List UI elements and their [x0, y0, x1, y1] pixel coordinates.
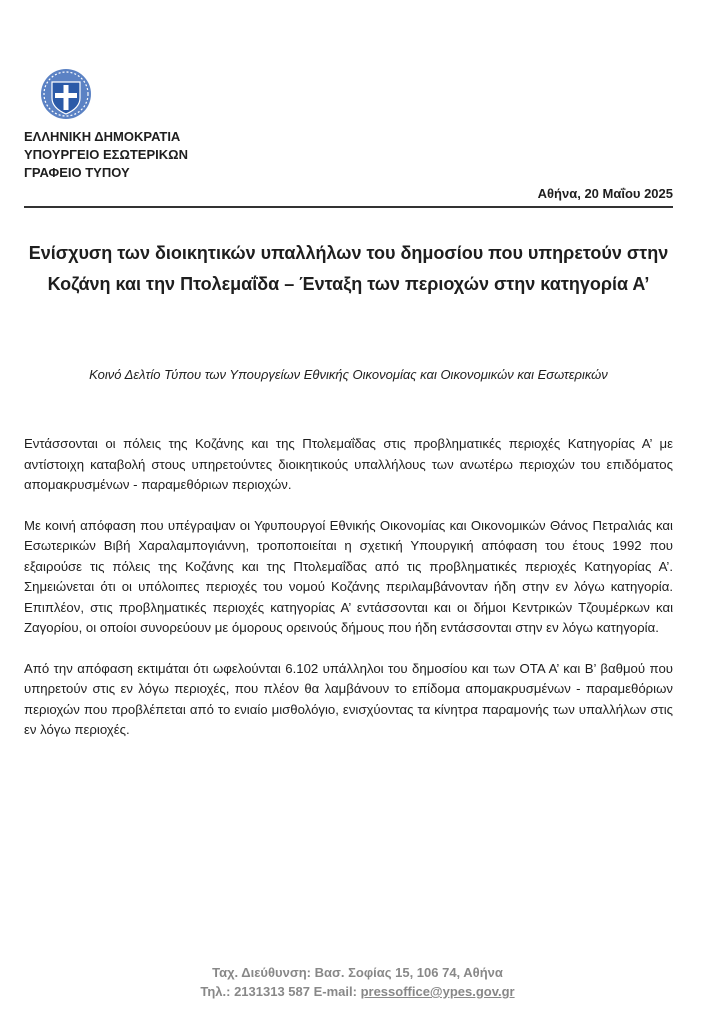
email-link[interactable]: pressoffice@ypes.gov.gr — [360, 984, 515, 999]
page-subtitle: Κοινό Δελτίο Τύπου των Υπουργείων Εθνικής Οικονομίας και Οικονομικών και Εσωτερικών — [89, 367, 608, 382]
press-date: Αθήνα, 20 Μαΐου 2025 — [537, 186, 673, 201]
footer-phone-line — [0, 982, 715, 1001]
org-country: ΕΛΛΗΝΙΚΗ ΔΗΜΟΚΡΑΤΙΑ — [24, 129, 181, 144]
footer-contact — [0, 963, 715, 1001]
press-release-body — [24, 434, 673, 761]
paragraph: Από την απόφαση εκτιμάται ότι ωφελούνται 6.102 υπάλληλοι του δημοσίου και των ΟΤΑ Α’ και Β’ βαθμού που υπηρετούν στις εν λόγω περιοχές, που πλέον θα λαμβάνουν το επίδομα απομακρυσμένων - παραμεθόριων περιοχών που προβλέπεται από το ενιαίο μισθολόγιο, ενισχύοντας τα κίνητρα παραμονής των υπαλλήλων στις εν λόγω περιοχές. — [24, 660, 673, 737]
page-title: Ενίσχυση των διοικητικών υπαλλήλων του δημοσίου που υπηρετούν στην Κοζάνη και την Πτολεμαΐδα – Ένταξη των περιοχών στην κατηγορία Α’ — [28, 243, 669, 294]
header-divider — [24, 206, 673, 208]
org-office: ΓΡΑΦΕΙΟ ΤΥΠΟΥ — [24, 165, 130, 180]
paragraph: Με κοινή απόφαση που υπέγραψαν οι Υφυπουργοί Εθνικής Οικονομίας και Οικονομικών Θάνος Πετραλιάς και Εσωτερικών Βιβή Χαραλαμπογιάννη, τροποποιείται η σχετική Υπουργική απόφαση του έτους 1992 που εξαιρούσε τις πόλεις της Κοζάνης και της Πτολεμαΐδας από τις προβληματικές περιοχές Κατηγορίας Α’. Σημειώνεται ότι οι υπόλοιπες περιοχές του νομού Κοζάνης περιλαμβάνονταν ήδη στην εν λόγω κατηγορία. Επιπλέον, στις προβληματικές περιοχές κατηγορίας Α’ εντάσσονται και οι δήμοι Κεντρικών Τζουμέρκων και Ζαγορίου, οι οποίοι συνορεύουν με όμορους ορεινούς δήμους που ήδη εντάσσονται στην εν λόγω κατηγορία. — [24, 517, 673, 635]
greek-coat-of-arms-icon — [40, 68, 92, 120]
paragraph: Εντάσσονται οι πόλεις της Κοζάνης και της Πτολεμαΐδας στις προβληματικές περιοχές Κατηγορίας Α’ με αντίστοιχη καταβολή στους υπηρετούντες διοικητικούς υπαλλήλους των ανωτέρω περιοχών του επιδόματος απομακρυσμένων - παραμεθόριων περιοχών. — [24, 436, 673, 492]
footer-address: Ταχ. Διεύθυνση: Βασ. Σοφίας 15, 106 74, Αθήνα — [212, 965, 503, 980]
footer-phone: Τηλ.: 2131313 587 E-mail: — [200, 984, 361, 999]
issuer-block — [24, 128, 188, 182]
org-ministry: ΥΠΟΥΡΓΕΙΟ ΕΣΩΤΕΡΙΚΩΝ — [24, 147, 188, 162]
